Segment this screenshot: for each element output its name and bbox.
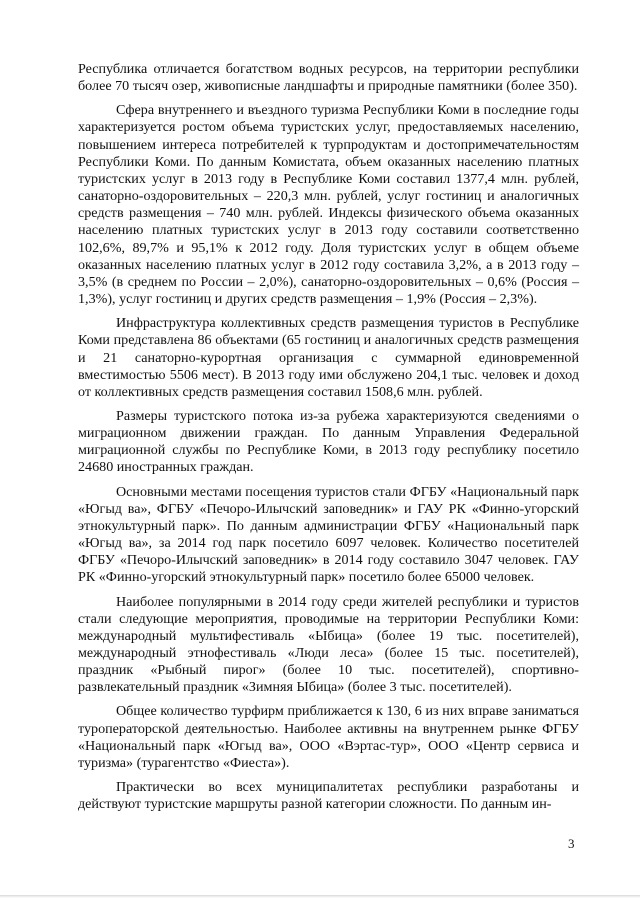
paragraph-main-attractions: Основными местами посещения туристов стали ФГБУ «Национальный парк «Югыд ва», ФГБУ «Печоро-Илычский заповедник» и ГАУ РК «Финно-угорский этнокультурный парк». По данным администрации ФГБУ «Национальный парк «Югыд ва», за 2014 год парк посетило 6097 человек. Количество посетителей ФГБУ «Печоро-Илычский заповедник» в 2014 году составило 3047 человек. ГАУ РК «Финно-угорский этнокультурный парк» посетило более 65000 человек.: [78, 483, 579, 586]
paragraph-travel-agencies: Общее количество турфирм приближается к 130, 6 из них вправе заниматься туроператорской деятельностью. Наиболее активны на внутреннем рынке ФГБУ «Национальный парк «Югыд ва», ООО «Вэртас-тур», ООО «Центр сервиса и туризма» (турагентство «Фиеста»).: [78, 703, 579, 771]
paragraph-tourist-routes: Практически во всех муниципалитетах республики разработаны и действуют туристские маршруты разной категории сложности. По данным ин-: [78, 779, 579, 813]
page-number: 3: [568, 836, 575, 851]
document-body: [78, 61, 579, 820]
paragraph-water-resources: Республика отличается богатством водных ресурсов, на территории республики более 70 тысяч озер, живописные ландшафты и природные памятники (более 350).: [78, 61, 579, 95]
paragraph-accommodation-infrastructure: Инфраструктура коллективных средств размещения туристов в Республике Коми представлена 86 объектами (65 гостиниц и аналогичных средств размещения и 21 санаторно-курортная организация с суммарной единовременной вместимостью 5506 мест). В 2013 году ими обслужено 204,1 тыс. человек и доход от коллективных средств размещения составил 1508,6 млн. рублей.: [78, 315, 579, 400]
paragraph-foreign-visitors: Размеры туристского потока из-за рубежа характеризуются сведениями о миграционном движении граждан. По данным Управления Федеральной миграционной службы по Республике Коми, в 2013 году республику посетило 24680 иностранных граждан.: [78, 407, 579, 476]
page-bottom-edge: [0, 895, 640, 898]
paragraph-tourism-services: Сфера внутреннего и въездного туризма Республики Коми в последние годы характеризуется ростом объема туристских услуг, предоставляемых населению, повышением интереса потребителей к турпродуктам и достопримечательностям Республики Коми. По данным Комистата, объем оказанных населению платных туристских услуг в 2013 году в Республике Коми составил 1377,4 млн. рублей, санаторно-оздоровительных – 220,3 млн. рублей, услуг гостиниц и аналогичных средств размещения – 740 млн. рублей. Индексы физического объема оказанных населению платных туристских услуг в 2013 году составили соответственно 102,6%, 89,7% и 95,1% к 2012 году. Доля туристских услуг в общем объеме оказанных населению платных услуг в 2012 году составила 3,2%, а в 2013 году – 3,5% (в среднем по России – 2,0%), санаторно-оздоровительных – 0,6% (Россия – 1,3%), услуг гостиниц и других средств размещения – 1,9% (Россия – 2,3%).: [78, 102, 579, 308]
paragraph-popular-events: Наиболее популярными в 2014 году среди жителей республики и туристов стали следующие мероприятия, проводимые на территории Республики Коми: международный мультифестиваль «Ыбица» (более 19 тыс. посетителей), международный этнофестиваль «Люди леса» (более 15 тыс. посетителей), праздник «Рыбный пирог» (более 10 тыс. посетителей), спортивно-развлекательный праздник «Зимняя Ыбица» (более 3 тыс. посетителей).: [78, 593, 579, 696]
